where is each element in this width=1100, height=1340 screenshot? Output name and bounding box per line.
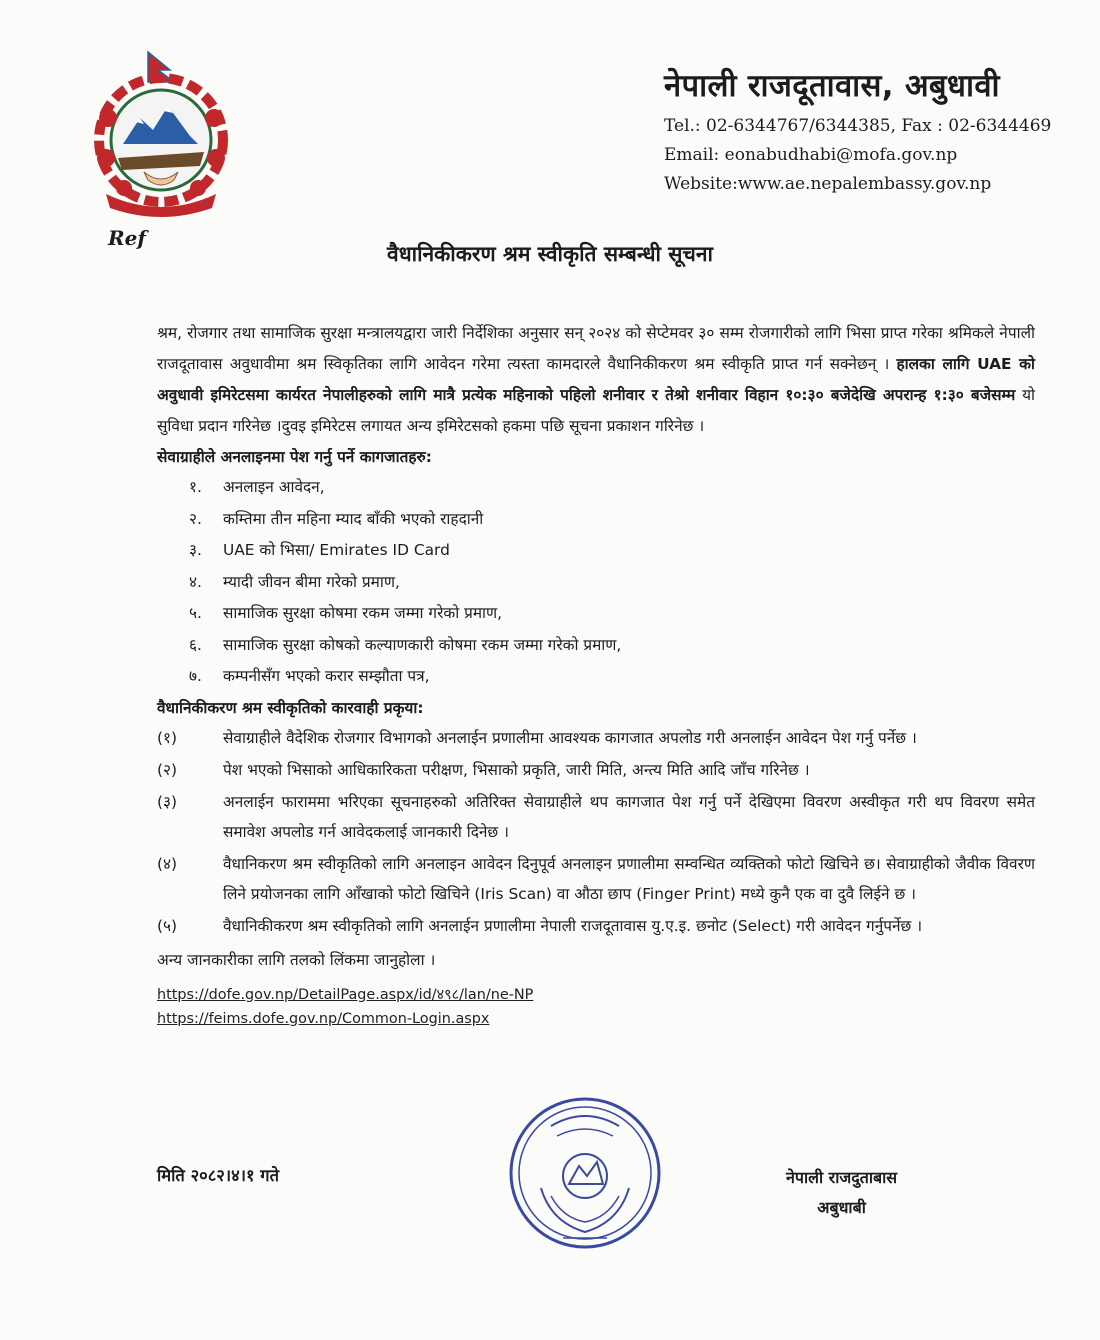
list-item: ५. सामाजिक सुरक्षा कोषमा रकम जम्मा गरेको प्रमाण, (189, 604, 503, 622)
list-item: २. कम्तिमा तीन महिना म्याद बाँकी भएको राहदानी (189, 509, 484, 528)
email-line: Email: eonabudhabi@mofa.gov.np (664, 145, 958, 165)
list-item: ७. कम्पनीसँग भएको करार सम्झौता पत्र, (189, 667, 430, 685)
date-line: मिति २०८२।४।१ गते (157, 1166, 279, 1185)
documents-heading: सेवाग्राहीले अनलाइनमा पेश गर्नु पर्ने कागजातहरु: (157, 448, 432, 466)
feims-login-link[interactable]: https://feims.dofe.gov.np/Common-Login.aspx (157, 1010, 490, 1027)
intro-paragraph (157, 318, 1035, 442)
website-line: Website:www.ae.nepalembassy.gov.np (664, 174, 992, 194)
process-heading: वैधानिकीकरण श्रम स्वीकृतिको कारवाही प्रकृया: (157, 698, 424, 717)
intro-text-bold: हालका लागि UAE को अवुधावी इमिरेटसमा कार्यरत नेपालीहरुको लागि मात्रै प्रत्येक महिनाको पहिलो शनीवार र तेश्रो शनीवार विहान १०:३० बजेदेखि अपरान्ह १:३० बजेसम्म (157, 355, 1035, 404)
signature-line-2: अबुधाबी (817, 1198, 866, 1217)
intro-text-a: श्रम, रोजगार तथा सामाजिक सुरक्षा मन्त्रालयद्वारा जारी निर्देशिका अनुसार सन् २०२४ को सेप्टेमवर ३० सम्म रोजगारीको लागि भिसा प्राप्त गरेका श्रमिकले नेपाली राजदूतावास अवुधावीमा श्रम स्विकृतिका लागि आवेदन गरेमा त्यस्ता कामदारले वैधानिकीकरण श्रम स्वीकृति प्राप्त गर्न सक्नेछन् । (157, 324, 1035, 373)
embassy-seal-icon (505, 1092, 665, 1254)
list-item: ३. UAE को भिसा/ Emirates ID Card (189, 541, 450, 559)
letterhead (664, 64, 1084, 199)
telephone-line: Tel.: 02-6344767/6344385, Fax : 02-6344469 (664, 116, 1052, 136)
documents-list (157, 472, 1035, 693)
list-item: (५) वैधानिकीकरण श्रम स्वीकृतिको लागि अनलाईन प्रणालीमा नेपाली राजदूतावास यु.ए.इ. छनोट (Select) गरी आवेदन गर्नुपर्नेछ । (157, 916, 923, 935)
contact-text: अन्य जानकारीका लागि तलको लिंकमा जानुहोला । (157, 950, 436, 969)
links-block (157, 983, 1035, 1031)
intro-text-b: यो सुविधा प्रदान गरिनेछ ।दुवइ इमिरेटस लगायत अन्य इमिरेटसको हकमा पछि सूचना प्रकाशन गरिनेछ । (157, 386, 1035, 435)
list-item: (२) पेश भएको भिसाको आधिकारिकता परीक्षण, भिसाको प्रकृति, जारी मिति, अन्त्य मिति आदि जाँच गरिनेछ । (157, 760, 810, 779)
signature-block (786, 1163, 897, 1223)
notice-body (157, 318, 1035, 1031)
list-item: ४. म्यादी जीवन बीमा गरेको प्रमाण, (189, 572, 400, 591)
notice-subject: वैधानिकीकरण श्रम स्वीकृति सम्बन्धी सूचना (387, 242, 713, 266)
nepal-emblem-icon (78, 48, 244, 218)
ref-label: Ref (108, 226, 146, 250)
signature-line-1: नेपाली राजदुताबास (786, 1168, 898, 1187)
list-item: १. अनलाइन आवेदन, (189, 478, 325, 496)
list-item: ६. सामाजिक सुरक्षा कोषको कल्याणकारी कोषमा रकम जम्मा गरेको प्रमाण, (189, 635, 622, 654)
list-item: (३) अनलाईन फाराममा भरिएका सूचनाहरुको अतिरिक्त सेवाग्राहीले थप कागजात पेश गर्नु पर्ने देखिएमा विवरण अस्वीकृत गरी थप विवरण समेत समावेश अपलोड गर्न आवेदकलाई जानकारी दिनेछ । (157, 792, 1035, 841)
list-item: (४) वैधानिकरण श्रम स्वीकृतिको लागि अनलाइन आवेदन दिनुपूर्व अनलाइन प्रणालीमा सम्वन्धित व्यक्तिको फोटो खिचिने छ। सेवाग्राहीको जैवीक विवरण लिने प्रयोजनका लागि आँखाको फोटो खिचिने (Iris Scan) वा औठा छाप (Finger Print) मध्ये कुनै एक वा दुवै लिईने छ । (157, 854, 1035, 903)
list-item: (१) सेवाग्राहीले वैदेशिक रोजगार विभागको अनलाईन प्रणालीमा आवश्यक कागजात अपलोड गरी अनलाईन आवेदन पेश गर्नु पर्नेछ । (157, 728, 917, 747)
process-list (157, 723, 1035, 941)
embassy-title: नेपाली राजदूतावास, अबुधावी (664, 68, 1000, 104)
dofe-detail-link[interactable]: https://dofe.gov.np/DetailPage.aspx/id/४९८/lan/ne-NP (157, 986, 534, 1003)
